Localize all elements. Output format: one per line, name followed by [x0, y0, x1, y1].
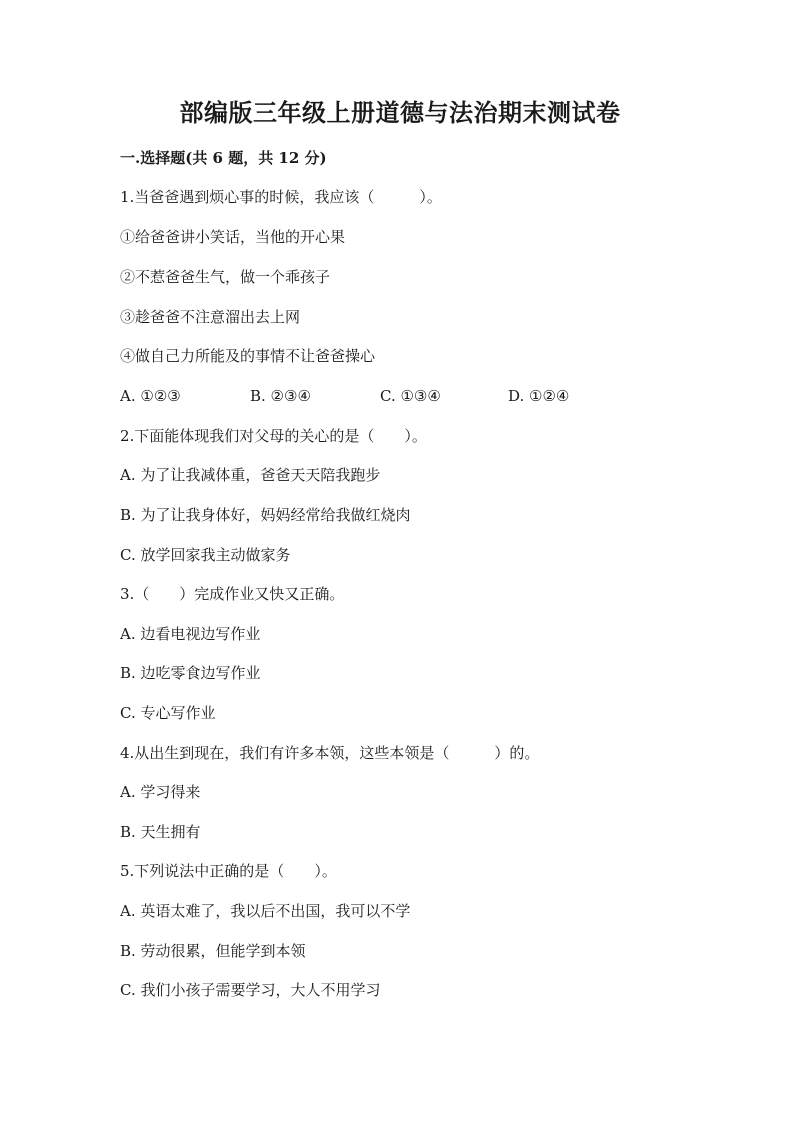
question-1-statement-4: ④做自己力所能及的事情不让爸爸操心	[120, 347, 376, 365]
question-2-option-b[interactable]: B. 为了让我身体好，妈妈经常给我做红烧肉	[120, 506, 411, 524]
question-5-option-b[interactable]: B. 劳动很累，但能学到本领	[120, 942, 306, 960]
question-2-option-c[interactable]: C. 放学回家我主动做家务	[120, 546, 291, 564]
question-1-option-c[interactable]: C. ①③④	[380, 387, 441, 405]
question-3-option-a[interactable]: A. 边看电视边写作业	[120, 625, 261, 643]
question-1-statement-2: ②不惹爸爸生气，做一个乖孩子	[120, 268, 331, 286]
question-2-stem: 2.下面能体现我们对父母的关心的是（ ）。	[120, 427, 427, 445]
question-4-option-b[interactable]: B. 天生拥有	[120, 823, 201, 841]
question-5-stem: 5.下列说法中正确的是（ ）。	[120, 862, 337, 880]
exam-title: 部编版三年级上册道德与法治期末测试卷	[179, 98, 621, 127]
question-4-option-a[interactable]: A. 学习得来	[120, 783, 201, 801]
section-heading: 一.选择题(共 6 题，共 12 分)	[120, 149, 327, 167]
question-1-option-b[interactable]: B. ②③④	[250, 387, 311, 405]
question-1-option-d[interactable]: D. ①②④	[508, 387, 570, 405]
question-3-stem: 3.（ ）完成作业又快又正确。	[120, 585, 345, 603]
question-5-option-a[interactable]: A. 英语太难了，我以后不出国，我可以不学	[120, 902, 411, 920]
question-4-stem: 4.从出生到现在，我们有许多本领，这些本领是（ ）的。	[120, 744, 540, 762]
question-1-stem: 1.当爸爸遇到烦心事的时候，我应该（ ）。	[120, 188, 442, 206]
question-1-statement-1: ①给爸爸讲小笑话，当他的开心果	[120, 228, 346, 246]
question-2-option-a[interactable]: A. 为了让我减体重，爸爸天天陪我跑步	[120, 466, 381, 484]
question-1-option-a[interactable]: A. ①②③	[120, 387, 181, 405]
question-3-option-b[interactable]: B. 边吃零食边写作业	[120, 664, 261, 682]
question-3-option-c[interactable]: C. 专心写作业	[120, 704, 216, 722]
question-5-option-c[interactable]: C. 我们小孩子需要学习，大人不用学习	[120, 981, 381, 999]
question-1-statement-3: ③趁爸爸不注意溜出去上网	[120, 308, 301, 326]
